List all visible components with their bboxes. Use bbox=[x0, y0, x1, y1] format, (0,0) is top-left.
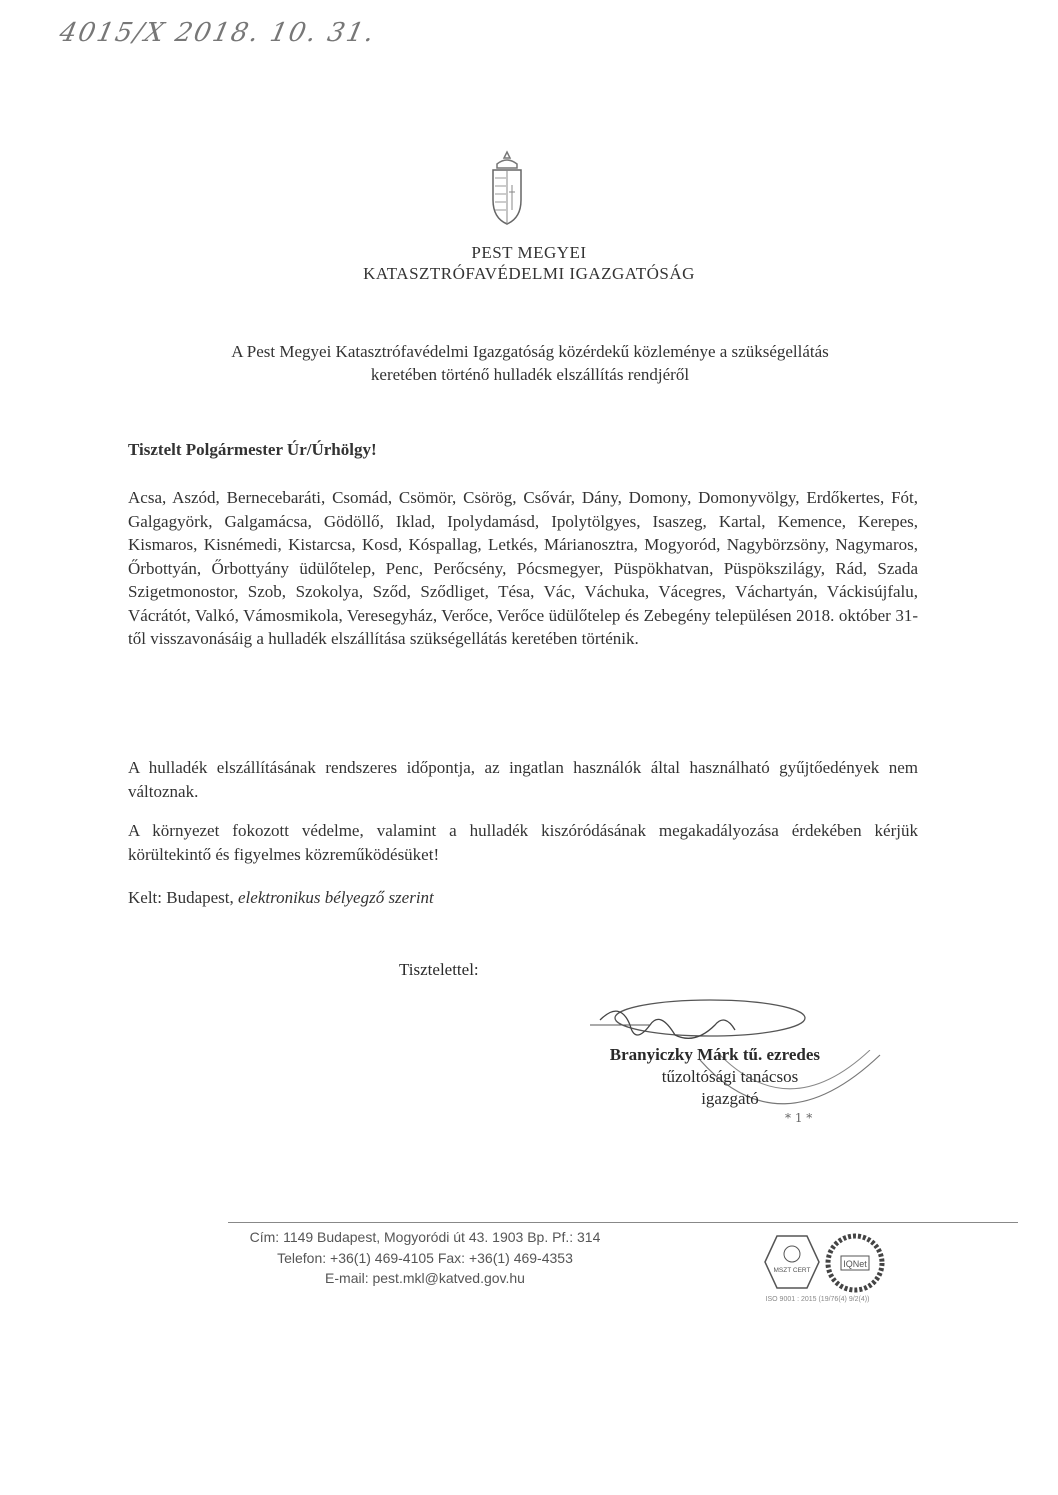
paragraph-settlements: Acsa, Aszód, Bernecebaráti, Csomád, Csömör, Csörög, Csővár, Dány, Domony, Domonyvölgy, Erdőkertes, Fót, Galgagyörk, Galgamácsa, Gödöllő, Iklad, Ipolydamásd, Ipolytölgyes, Isaszeg, Kartal, Kemence, Kerepes, Kismaros, Kisnémedi, Kistarcsa, Kosd, Kóspallag, Letkés, Márianosztra, Mogyoród, Nagybörzsöny, Nagymaros, Őrbottyán, Őrbottyány üdülőtelep, Penc, Perőcsény, Pócsmegyer, Püspökhatvan, Püspökszilágy, Rád, Szada Szigetmonostor, Szob, Szokolya, Sződ, Sződliget, Tésa, Vác, Váchuka, Vácegres, Váchartyán, Váckisújfalu, Vácrátót, Valkó, Vámosmikola, Veresegyház, Verőce, Verőce üdülőtelep és Zebegény településen 2018. október 31-től visszavonásáig a hulladék elszállítása szükségellátás keretében történik. bbox=[128, 488, 918, 648]
org-name-line2: KATASZTRÓFAVÉDELMI IGAZGATÓSÁG bbox=[363, 264, 695, 283]
signatory-name: Branyiczky Márk tű. ezredes bbox=[609, 1045, 820, 1064]
dated-line bbox=[128, 886, 918, 910]
signatory-rank: tűzoltósági tanácsos bbox=[661, 1067, 799, 1086]
coat-of-arms-icon bbox=[487, 150, 527, 235]
footer-divider bbox=[228, 1222, 1018, 1223]
title-line1: A Pest Megyei Katasztrófavédelmi Igazgatóság közérdekű közleménye a szükségellátás bbox=[231, 342, 829, 361]
paragraph-request: A környezet fokozott védelme, valamint a hulladék kiszóródásának megakadályozása érdekében kérjük körültekintő és figyelmes közreműködésüket! bbox=[128, 821, 918, 864]
paragraph-schedule: A hulladék elszállításának rendszeres időpontja, az ingatlan használók által használható gyűjtőedények nem változnak. bbox=[128, 758, 918, 801]
dated-italic: elektronikus bélyegző szerint bbox=[238, 888, 434, 907]
certification-standards: ISO 9001 : 2015 (19/76(4) 9/2(4)) bbox=[765, 1296, 870, 1303]
document-title bbox=[130, 340, 930, 386]
footer-phone: Telefon: +36(1) 469-4105 Fax: +36(1) 469-4353 bbox=[277, 1249, 573, 1266]
dated-prefix: Kelt: Budapest, bbox=[128, 888, 239, 907]
footer-email: E-mail: pest.mkl@katved.gov.hu bbox=[325, 1270, 525, 1286]
footer-contact bbox=[225, 1227, 625, 1289]
footer-address: Cím: 1149 Budapest, Mogyoródi út 43. 1903 Bp. Pf.: 314 bbox=[249, 1229, 601, 1245]
logo-iqnet-text: IQNet bbox=[843, 1259, 867, 1269]
logo-mszt-cert-text: MSZT CERT bbox=[773, 1267, 811, 1274]
svg-text:* 1 *: * 1 * bbox=[785, 1111, 813, 1125]
greeting: Tisztelt Polgármester Úr/Úrhölgy! bbox=[128, 440, 377, 459]
closing: Tisztelettel: bbox=[399, 960, 479, 979]
title-line2: keretében történő hulladék elszállítás rendjéről bbox=[370, 365, 690, 384]
signatory-role: igazgató bbox=[701, 1089, 759, 1108]
certification-logos-icon bbox=[755, 1232, 885, 1299]
org-name-line1: PEST MEGYEI bbox=[471, 243, 587, 262]
signature-block bbox=[520, 1044, 820, 1110]
handwritten-registration-note: 4015/X 2018. 10. 31. bbox=[56, 18, 379, 48]
